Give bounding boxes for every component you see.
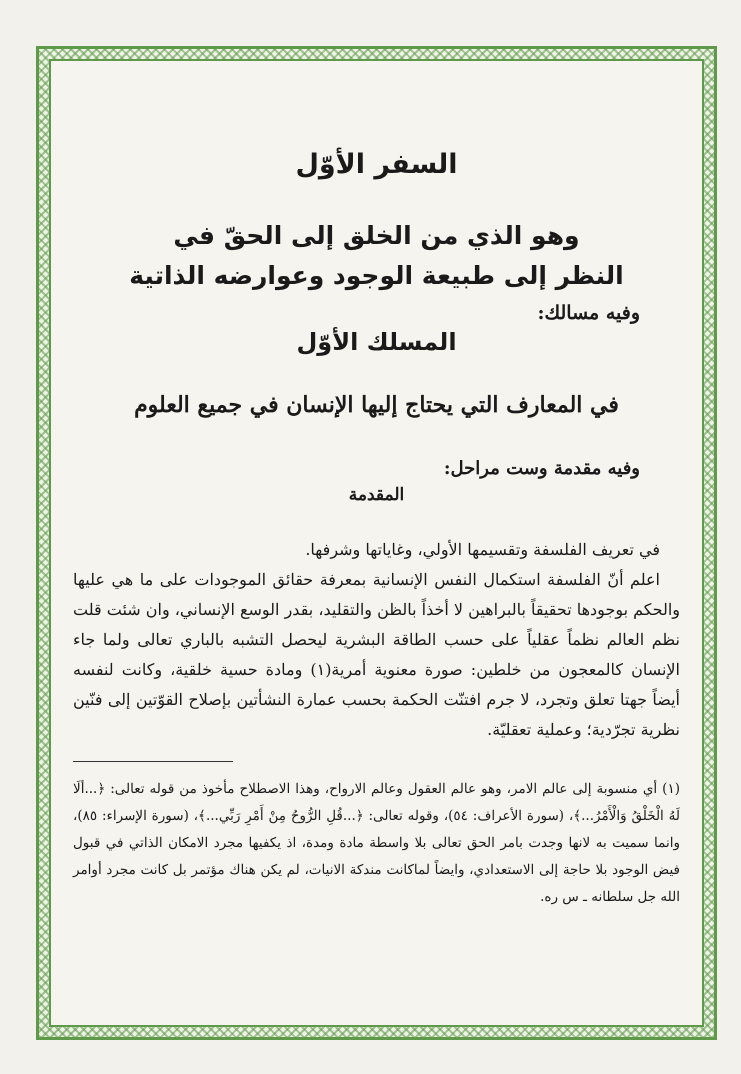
body-paragraph-2: اعلم أنّ الفلسفة استكمال النفس الإنسانية بمعرفة حقائق الموجودات على ما هي عليها والحكم بوجودها تحقيقاً بالبراهين لا أخذاً بالظن والتقليد، بقدر الوسع الإنساني، وان شئت قلت نظم العالم نظماً عقلياً على حسب الطاقة البشرية ليحصل التشبه بالباري تعالى ولما جاء الإنسان كالمعجون من خلطين: صورة معنوية أمرية(١) ومادة حسية خلقية، وكانت لنفسه أيضاً جهتا تعلق وتجرد، لا جرم افتنّت الحكمة بحسب عمارة النشأتين بإصلاح القوّتين إلى فنّين نظرية تجرّدية؛ وعملية تعقليّة. [72,570,680,739]
page-border [36,46,717,1040]
subtitle-line-1: وهو الذي من الخلق إلى الحقّ في [173,221,580,250]
footnote: (١) أي منسوبة إلى عالم الامر، وهو عالم العقول وعالم الارواح، وهذا الاصطلاح مأخوذ من قوله تعالى: ﴿...ألَا لَهُ الْخَلْقُ وَالْأَمْرُ...﴾، (سورة الأعراف: ٥٤)، وقوله تعالى: ﴿...قُلِ الرُّوحُ مِنْ أَمْرِ رَبِّي...﴾، (سورة الإسراء: ٨٥)، وانما سميت به لانها وجدت بامر الحق تعالى بلا واسطة مادة ومدة، اذ يكفيها مجرد الامكان الذاتي في قبول فيض الوجود بلا حاجة إلى الاستعدادي، وايضاً لماكانت مندكة الانيات، لم يكن هناك مؤتمر بل كانت مجرد أوامر الله جل سلطانه ـ س ره. [73,781,680,905]
stations-intro: وفيه مقدمة وست مراحل: [443,458,640,479]
body-paragraph-1: في تعريف الفلسفة وتقسيمها الأولي، وغاياتها وشرفها. [305,540,660,559]
subtitle-line-2: النظر إلى طبيعة الوجود وعوارضه الذاتية [129,261,624,290]
body-text [73,535,680,745]
page-content [73,149,680,1015]
first-path-heading: المسلك الأوّل [296,328,457,356]
stages-intro: وفيه مسالك: [537,302,640,324]
page-inner [49,59,704,1027]
muqaddima-title: المقدمة [348,485,405,505]
page-title: السفر الأوّل [295,149,458,180]
path-heading: في المعارف التي يحتاج إليها الإنسان في جميع العلوم [134,392,619,418]
footnote-divider [73,761,233,762]
